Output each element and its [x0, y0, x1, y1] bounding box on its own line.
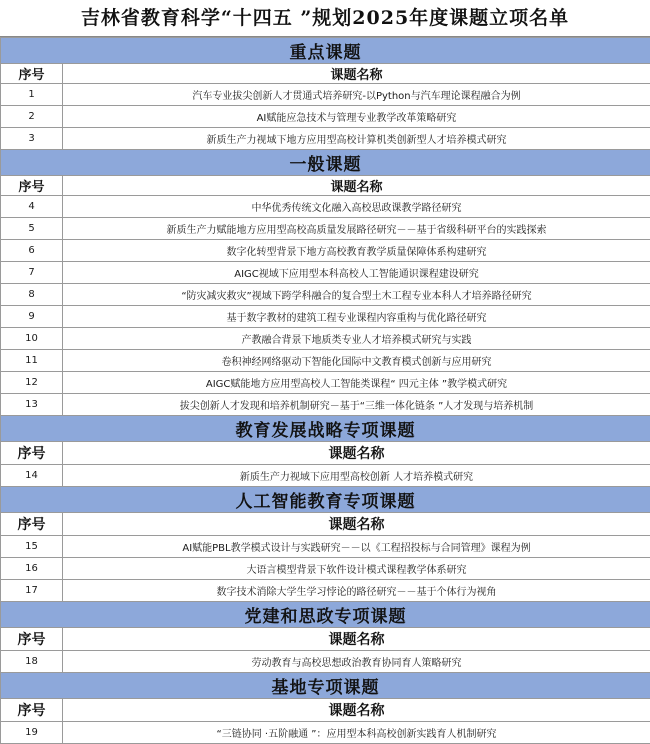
header-project-name: 课题名称 [63, 64, 650, 84]
project-name-cell: AI赋能应急技术与管理专业教学改革策略研究 [63, 106, 650, 128]
header-project-name: 课题名称 [63, 442, 650, 465]
serial-number-cell: 1 [1, 84, 63, 106]
serial-number-cell: 4 [1, 196, 63, 218]
table-row [1, 106, 650, 128]
serial-number-cell: 7 [1, 262, 63, 284]
table-row [1, 262, 650, 284]
table-row [1, 306, 650, 328]
project-name-cell: 卷积神经网络驱动下智能化国际中文教育模式创新与应用研究 [63, 350, 650, 372]
table-row [1, 536, 650, 558]
column-header-row [1, 513, 650, 536]
section-heading-row [1, 487, 650, 513]
serial-number-cell: 3 [1, 128, 63, 150]
section-heading-row [1, 416, 650, 442]
project-name-cell: 产教融合背景下地质类专业人才培养模式研究与实践 [63, 328, 650, 350]
column-header-row [1, 442, 650, 465]
table-row [1, 196, 650, 218]
document-title: 吉林省教育科学“十四五 ”规划2025年度课题立项名单 [0, 0, 650, 37]
table-row [1, 284, 650, 306]
project-name-cell: 数字技术消除大学生学习悖论的路径研究－－基于个体行为视角 [63, 580, 650, 602]
project-name-cell: “防灾减灾救灾”视域下跨学科融合的复合型土木工程专业本科人才培养路径研究 [63, 284, 650, 306]
header-serial-number: 序号 [1, 513, 63, 536]
serial-number-cell: 12 [1, 372, 63, 394]
project-name-cell: 大语言模型背景下软件设计模式课程教学体系研究 [63, 558, 650, 580]
section-title: 基地专项课题 [1, 673, 650, 699]
serial-number-cell: 5 [1, 218, 63, 240]
project-name-cell: 新质生产力视域下地方应用型高校计算机类创新型人才培养模式研究 [63, 128, 650, 150]
column-header-row [1, 176, 650, 196]
section-title: 重点课题 [1, 38, 650, 64]
table-row [1, 465, 650, 487]
project-list-table [0, 37, 650, 744]
table-row [1, 722, 650, 744]
table-row [1, 394, 650, 416]
table-row [1, 84, 650, 106]
serial-number-cell: 15 [1, 536, 63, 558]
section-title: 人工智能教育专项课题 [1, 487, 650, 513]
project-name-cell: AIGC视域下应用型本科高校人工智能通识课程建设研究 [63, 262, 650, 284]
serial-number-cell: 2 [1, 106, 63, 128]
header-serial-number: 序号 [1, 442, 63, 465]
project-name-cell: 拔尖创新人才发现和培养机制研究－基于“三维一体化链条 ”人才发现与培养机制 [63, 394, 650, 416]
table-row [1, 651, 650, 673]
header-project-name: 课题名称 [63, 699, 650, 722]
column-header-row [1, 628, 650, 651]
table-row [1, 218, 650, 240]
column-header-row [1, 699, 650, 722]
section-heading-row [1, 150, 650, 176]
project-name-cell: AI赋能PBL教学模式设计与实践研究－－以《工程招投标与合同管理》课程为例 [63, 536, 650, 558]
serial-number-cell: 13 [1, 394, 63, 416]
header-project-name: 课题名称 [63, 176, 650, 196]
table-row [1, 328, 650, 350]
section-heading-row [1, 602, 650, 628]
serial-number-cell: 16 [1, 558, 63, 580]
header-project-name: 课题名称 [63, 628, 650, 651]
header-project-name: 课题名称 [63, 513, 650, 536]
section-title: 一般课题 [1, 150, 650, 176]
header-serial-number: 序号 [1, 64, 63, 84]
table-row [1, 580, 650, 602]
serial-number-cell: 18 [1, 651, 63, 673]
table-row [1, 558, 650, 580]
section-heading-row [1, 38, 650, 64]
section-title: 教育发展战略专项课题 [1, 416, 650, 442]
header-serial-number: 序号 [1, 176, 63, 196]
serial-number-cell: 9 [1, 306, 63, 328]
table-row [1, 240, 650, 262]
project-name-cell: 劳动教育与高校思想政治教育协同育人策略研究 [63, 651, 650, 673]
table-row [1, 372, 650, 394]
header-serial-number: 序号 [1, 628, 63, 651]
serial-number-cell: 19 [1, 722, 63, 744]
project-name-cell: AIGC赋能地方应用型高校人工智能类课程“ 四元主体 ”教学模式研究 [63, 372, 650, 394]
serial-number-cell: 8 [1, 284, 63, 306]
column-header-row [1, 64, 650, 84]
serial-number-cell: 11 [1, 350, 63, 372]
serial-number-cell: 10 [1, 328, 63, 350]
project-name-cell: 基于数字教材的建筑工程专业课程内容重构与优化路径研究 [63, 306, 650, 328]
project-name-cell: 新质生产力赋能地方应用型高校高质量发展路径研究－－基于省级科研平台的实践探索 [63, 218, 650, 240]
project-name-cell: 汽车专业拔尖创新人才贯通式培养研究-以Python与汽车理论课程融合为例 [63, 84, 650, 106]
header-serial-number: 序号 [1, 699, 63, 722]
project-name-cell: 数字化转型背景下地方高校教育教学质量保障体系构建研究 [63, 240, 650, 262]
project-name-cell: “三链协同 ·五阶融通 ”：应用型本科高校创新实践育人机制研究 [63, 722, 650, 744]
project-name-cell: 新质生产力视域下应用型高校创新 人才培养模式研究 [63, 465, 650, 487]
serial-number-cell: 14 [1, 465, 63, 487]
table-row [1, 128, 650, 150]
serial-number-cell: 6 [1, 240, 63, 262]
section-heading-row [1, 673, 650, 699]
table-row [1, 350, 650, 372]
section-title: 党建和思政专项课题 [1, 602, 650, 628]
project-name-cell: 中华优秀传统文化融入高校思政课教学路径研究 [63, 196, 650, 218]
serial-number-cell: 17 [1, 580, 63, 602]
